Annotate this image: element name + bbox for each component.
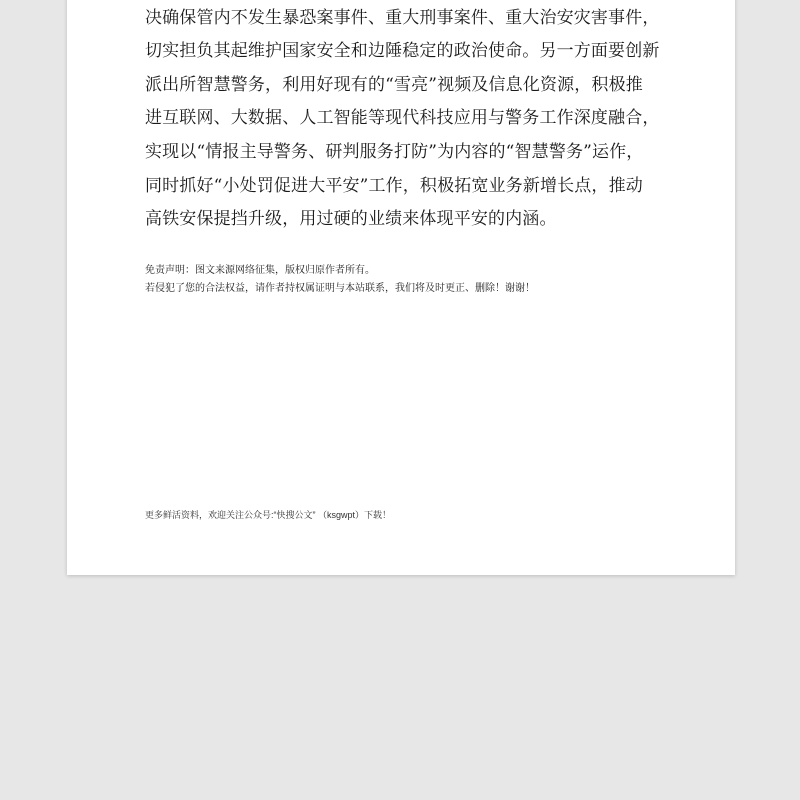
document-page bbox=[67, 0, 735, 575]
body-lines bbox=[145, 0, 660, 237]
body-line: 同时抓好“小处罚促进大平安”工作，积极拓宽业务新增长点，推动 bbox=[145, 175, 643, 196]
body-line: 进互联网、大数据、人工智能等现代科技应用与警务工作深度融合， bbox=[145, 108, 660, 129]
body-line: 切实担负其起维护国家安全和边陲稳定的政治使命。另一方面要创新 bbox=[145, 41, 660, 62]
disclaimer bbox=[145, 262, 665, 298]
body-line: 实现以“情报主导警务、研判服务打防”为内容的“智慧警务”运作， bbox=[145, 141, 644, 162]
disclaimer-line: 免责声明：图文来源网络征集，版权归原作者所有。 bbox=[145, 265, 375, 276]
body-line: 高铁安保提挡升级，用过硬的业绩来体现平安的内涵。 bbox=[145, 209, 557, 230]
footer-note: 更多鲜活资料，欢迎关注公众号:“快搜公文” （ksgwpt）下载！ bbox=[145, 510, 392, 520]
body-line: 派出所智慧警务，利用好现有的“雪亮”视频及信息化资源，积极推 bbox=[145, 74, 643, 95]
disclaimer-line: 若侵犯了您的合法权益，请作者持权属证明与本站联系，我们将及时更正、删除！谢谢！ bbox=[145, 283, 535, 294]
body-line: 决确保管内不发生暴恐案事件、重大刑事案件、重大治安灾害事件， bbox=[145, 7, 660, 28]
